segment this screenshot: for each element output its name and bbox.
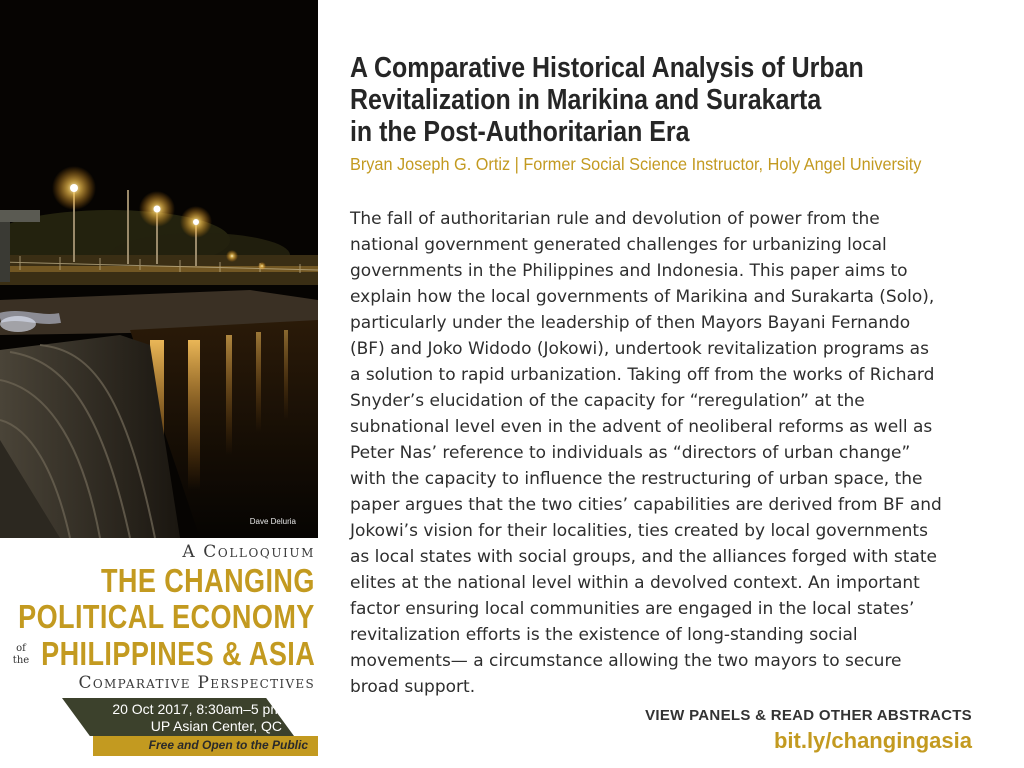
event-title-line-3: PHILIPPINES & ASIA [40,635,315,672]
abstract-line: paper argues that the two cities’ capabilities are derived from BF and [350,495,942,515]
abstract-line: Jokowi’s vision for their localities, ties created by local governments [350,521,928,541]
abstract-line: elites at the national level within a devolved context. An important [350,573,920,593]
abstract-line: The fall of authoritarian rule and devolution of power from the [350,209,880,229]
abstract-line: Peter Nas’ reference to individuals as “directors of urban change” [350,443,911,463]
paper-abstract [350,206,1010,700]
abstract-line: governments in the Philippines and Indonesia. This paper aims to [350,261,908,281]
cta-link[interactable]: bit.ly/changingasia [773,728,972,753]
colloquium-branding [0,538,318,768]
event-photo [0,0,318,538]
cta-heading: VIEW PANELS & READ OTHER ABSTRACTS [645,707,972,724]
abstract-line: explain how the local governments of Marikina and Surakarta (Solo), [350,287,935,307]
abstract-line: particularly under the leadership of then Mayors Bayani Fernando [350,313,911,333]
abstract-line: factor ensuring local communities are engaged in the local states’ [350,599,915,619]
abstract-line: Snyder’s elucidation of the capacity for “reregulation” at the [350,391,865,411]
event-admission: Free and Open to the Public [148,738,308,752]
abstract-line: a solution to rapid urbanization. Taking off from the works of Richard [350,365,935,385]
event-venue: UP Asian Center, QC [150,718,282,734]
event-date: 20 Oct 2017, 8:30am–5 pm [112,701,282,717]
abstract-line: as local states with social groups, and the alliances forged with state [350,547,937,567]
paper-title-line: in the Post-Authoritarian Era [350,116,690,148]
paper-author: Bryan Joseph G. Ortiz | Former Social Science Instructor, Holy Angel University [350,154,922,174]
date-venue-text [62,701,282,735]
of-the-label: of the [12,643,30,666]
paper-title [350,52,900,148]
abstract-line: broad support. [350,677,476,697]
abstract-line: with the capacity to influence the restructuring of urban space, the [350,469,923,489]
event-subtitle: Comparative Perspectives [78,673,315,693]
colloquium-kicker: A Colloquium [182,542,315,562]
riverbank-night-photo [0,0,318,538]
abstract-line: revitalization efforts is the existence of long-standing social [350,625,858,645]
abstract-line: movements— a circumstance allowing the two mayors to secure [350,651,902,671]
abstract-line: subnational level even in the advent of neoliberal reforms as well as [350,417,933,437]
event-title-line-1: THE CHANGING [101,562,315,599]
abstract-line: (BF) and Joko Widodo (Jokowi), undertook revitalization programs as [350,339,929,359]
photo-credit: Dave Deluria [249,517,296,526]
abstract-line: national government generated challenges for urbanizing local [350,235,887,255]
event-title-line-2: POLITICAL ECONOMY [18,598,315,635]
paper-title-line: A Comparative Historical Analysis of Urban [350,52,864,84]
paper-title-line: Revitalization in Marikina and Surakarta [350,84,822,116]
